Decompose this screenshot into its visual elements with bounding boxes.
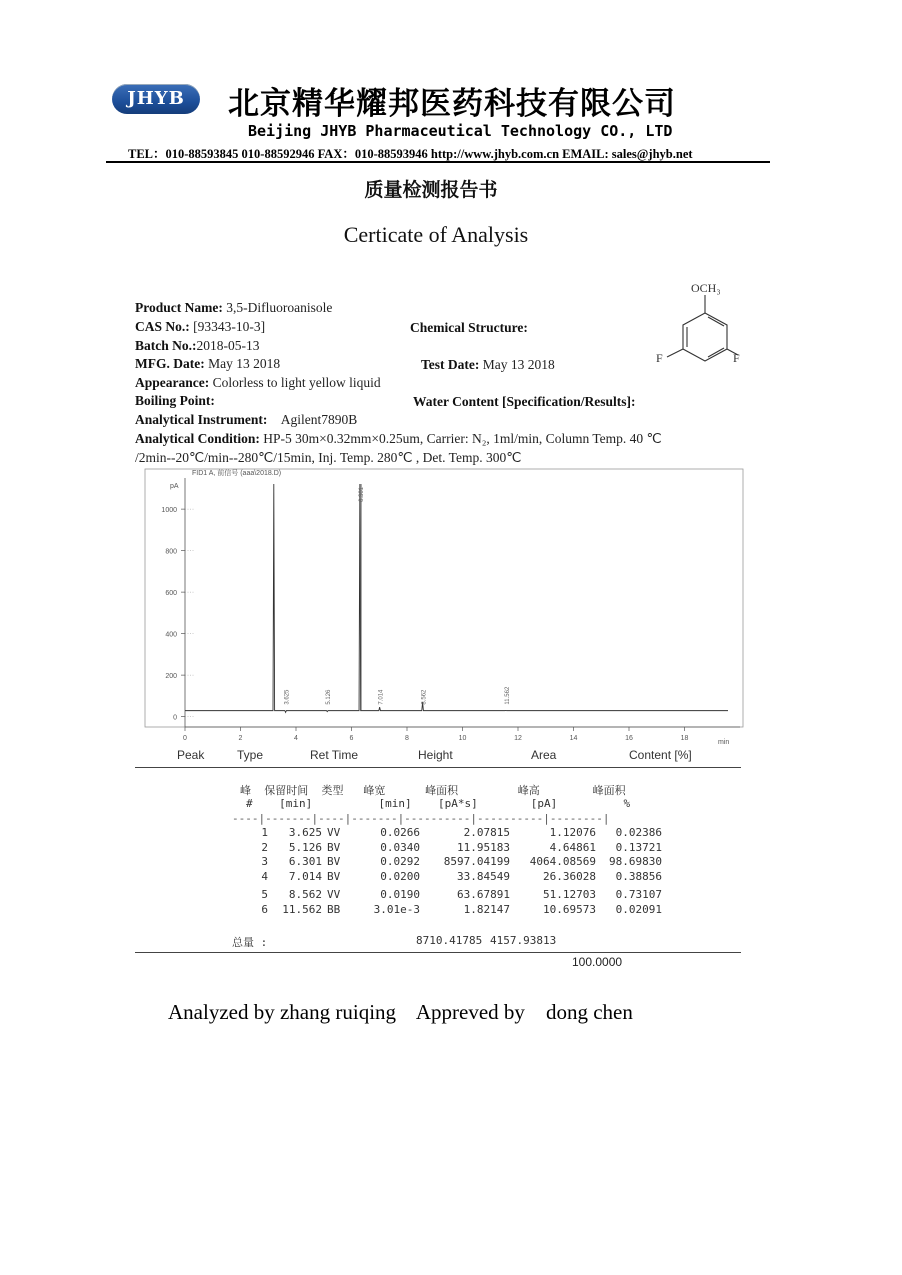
test-date-label: Test Date: <box>421 357 480 372</box>
y-tick-label: 0 <box>173 714 177 722</box>
approved-by-name: dong chen <box>545 1000 633 1024</box>
cell-type: BV <box>327 869 341 883</box>
peak-label: 8.562 <box>421 689 428 705</box>
table-row <box>232 826 672 840</box>
table-top-rule <box>135 767 741 768</box>
chemical-structure <box>650 278 760 378</box>
x-tick-label: 4 <box>294 735 298 742</box>
appearance-label: Appearance: <box>135 375 210 390</box>
table-bottom-rule <box>135 952 741 953</box>
water-content-label: Water Content [Specification/Results]: <box>413 394 636 409</box>
report-header-units: # [min] [min] [pA*s] [pA] % <box>246 797 631 810</box>
chromatogram-trace <box>185 484 728 712</box>
cell-area: 8597.04199 <box>443 855 510 868</box>
cell-width: 0.0200 <box>380 869 420 883</box>
title-cn: 质量检测报告书 <box>364 179 498 201</box>
water-content-row <box>413 394 635 410</box>
cell-width: 0.0190 <box>380 888 420 901</box>
title-en: Certicate of Analysis <box>343 222 529 247</box>
col-header-peak: Peak <box>177 748 205 762</box>
contact-line: TEL：010-88593845 010-88592946 FAX：010-88593946 http://www.jhyb.com.cn EMAIL: sales@jhyb.net <box>128 147 693 161</box>
product-name-label: Product Name: <box>135 300 223 315</box>
cell-rt: 3.625 <box>288 826 322 839</box>
cell-height: 1.12076 <box>549 826 596 839</box>
cas-label: CAS No.: <box>135 319 190 334</box>
mfg-date-label: MFG. Date: <box>135 356 205 371</box>
x-tick-label: 14 <box>569 735 578 742</box>
cell-peak: 5 <box>261 888 268 901</box>
substituent-och3: OCH₃ <box>691 281 721 295</box>
x-tick-label: 8 <box>405 735 409 742</box>
table-row <box>232 903 672 917</box>
peak-label: 11.562 <box>504 686 511 705</box>
cell-area: 1.82147 <box>463 902 510 916</box>
test-date-row <box>421 357 555 373</box>
cell-height: 26.36028 <box>543 869 596 883</box>
col-header-type: Type <box>237 748 264 762</box>
appearance-value: Colorless to light yellow liquid <box>212 375 381 390</box>
cell-pct: 0.02386 <box>615 826 662 839</box>
cell-width: 0.0266 <box>380 826 420 839</box>
x-tick-label: 18 <box>680 735 689 742</box>
table-row <box>232 888 672 902</box>
instrument-row <box>135 412 357 428</box>
boiling-point-row <box>135 393 215 409</box>
x-tick-label: 0 <box>183 735 187 742</box>
x-tick-label: 16 <box>625 735 633 742</box>
cell-height: 10.69573 <box>543 902 596 916</box>
table-row <box>232 855 672 869</box>
analyzed-by-name: zhang ruiqing <box>279 1000 397 1024</box>
cell-rt: 7.014 <box>288 869 322 883</box>
cell-area: 63.67891 <box>457 888 510 901</box>
mfg-date-value: May 13 2018 <box>208 356 281 371</box>
x-tick-label: 6 <box>349 735 354 742</box>
y-unit-label: pA <box>170 483 179 490</box>
instrument-label: Analytical Instrument: <box>135 412 268 427</box>
cell-pct: 98.69830 <box>609 855 662 868</box>
col-header-height: Height <box>418 748 453 762</box>
peak-label: 6.301 <box>358 486 365 502</box>
cell-peak: 1 <box>261 826 268 839</box>
cell-pct: 0.02091 <box>615 902 662 916</box>
cell-width: 3.01e-3 <box>373 902 420 916</box>
total-content: 100.0000 <box>572 955 623 969</box>
cell-rt: 11.562 <box>282 902 322 916</box>
table-row <box>232 870 672 884</box>
x-tick-label: 10 <box>458 735 467 742</box>
batch-label: Batch No.: <box>135 338 197 353</box>
cell-height: 4.64861 <box>549 840 596 854</box>
logo-text: JHYB <box>127 88 185 109</box>
table-column-headers <box>0 748 902 768</box>
cell-rt: 6.301 <box>288 855 322 868</box>
x-unit-label: min <box>718 739 730 746</box>
cas-value: [93343-10-3] <box>193 319 266 334</box>
cell-pct: 0.73107 <box>615 888 662 901</box>
appearance-row <box>135 375 381 391</box>
cell-peak: 2 <box>261 840 268 854</box>
y-tick-label: 200 <box>165 673 177 681</box>
cell-peak: 4 <box>261 869 268 883</box>
peak-label: 3.625 <box>284 689 291 705</box>
chart-title: FID1 A, 前信号 (aaa\2018.D) <box>192 470 282 477</box>
cell-area: 33.84549 <box>457 869 510 883</box>
product-name-value: 3,5-Difluoroanisole <box>226 300 333 315</box>
cell-height: 4064.08569 <box>529 855 596 868</box>
total-label: 总量 : <box>232 936 268 949</box>
cell-area: 2.07815 <box>463 826 510 839</box>
cell-type: VV <box>327 888 341 901</box>
cell-peak: 3 <box>261 855 268 868</box>
report-divider: ----|-------|----|-------|----------|----------|--------| <box>232 812 610 825</box>
instrument-value: Agilent7890B <box>280 412 358 427</box>
chromatogram <box>140 466 744 748</box>
cell-rt: 8.562 <box>288 888 322 901</box>
product-name-row <box>135 300 332 316</box>
col-header-ret-time: Ret Time <box>310 748 359 762</box>
substituent-f-left: F <box>656 351 663 365</box>
cell-area: 11.95183 <box>457 840 510 854</box>
batch-row <box>135 338 260 354</box>
condition-row <box>135 431 662 447</box>
approved-by-label: Appreved by <box>415 1000 525 1024</box>
table-row <box>232 841 672 855</box>
col-header-area: Area <box>531 748 557 762</box>
total-height: 4157.93813 <box>490 934 557 947</box>
cell-width: 0.0292 <box>380 855 420 868</box>
cell-width: 0.0340 <box>380 840 420 854</box>
x-tick-label: 2 <box>238 735 243 742</box>
header-divider <box>106 161 770 163</box>
batch-value: 2018-05-13 <box>196 338 260 353</box>
cell-height: 51.12703 <box>543 888 596 901</box>
cell-type: VV <box>327 826 341 839</box>
cell-pct: 0.38856 <box>615 869 662 883</box>
peak-label: 7.014 <box>378 689 385 705</box>
y-tick-label: 400 <box>165 631 177 639</box>
y-tick-label: 800 <box>165 548 177 556</box>
cell-type: BV <box>327 840 341 854</box>
company-logo <box>112 84 200 114</box>
plot-frame <box>145 469 743 727</box>
mfg-date-row <box>135 356 280 372</box>
company-name-en: Beijing JHYB Pharmaceutical Technology CO., LTD <box>248 122 673 140</box>
cell-pct: 0.13721 <box>615 840 662 854</box>
boiling-point-label: Boiling Point: <box>135 393 215 408</box>
y-tick-label: 1000 <box>161 507 177 515</box>
cell-type: BV <box>327 855 341 868</box>
peak-label: 5.126 <box>326 689 333 705</box>
x-tick-label: 12 <box>514 735 522 742</box>
condition-line-1: HP-5 30m×0.32mm×0.25um, Carrier: N₂, 1ml/min, Column Temp. 40 ℃ <box>263 431 662 446</box>
cas-row <box>135 319 265 335</box>
substituent-f-right: F <box>733 351 740 365</box>
condition-label: Analytical Condition: <box>135 431 260 446</box>
y-tick-label: 600 <box>165 590 177 598</box>
structure-label: Chemical Structure: <box>410 320 528 335</box>
company-name-cn: 北京精华耀邦医药科技有限公司 <box>228 86 676 122</box>
analyzed-by-label: Analyzed by <box>168 1000 275 1024</box>
condition-line-2: /2min--20℃/min--280℃/15min, Inj. Temp. 280℃ , Det. Temp. 300℃ <box>135 450 522 465</box>
report-header-cn: 峰 保留时间 类型 峰宽 峰面积 峰高 峰面积 <box>240 784 626 797</box>
test-date-value: May 13 2018 <box>482 357 555 372</box>
cell-rt: 5.126 <box>288 840 322 854</box>
benzene-ring <box>667 295 738 361</box>
cell-peak: 6 <box>261 902 268 916</box>
total-area: 8710.41785 <box>416 934 483 947</box>
col-header-content: Content [%] <box>629 748 692 762</box>
signature-line <box>168 1000 633 1025</box>
cell-type: BB <box>327 902 341 916</box>
